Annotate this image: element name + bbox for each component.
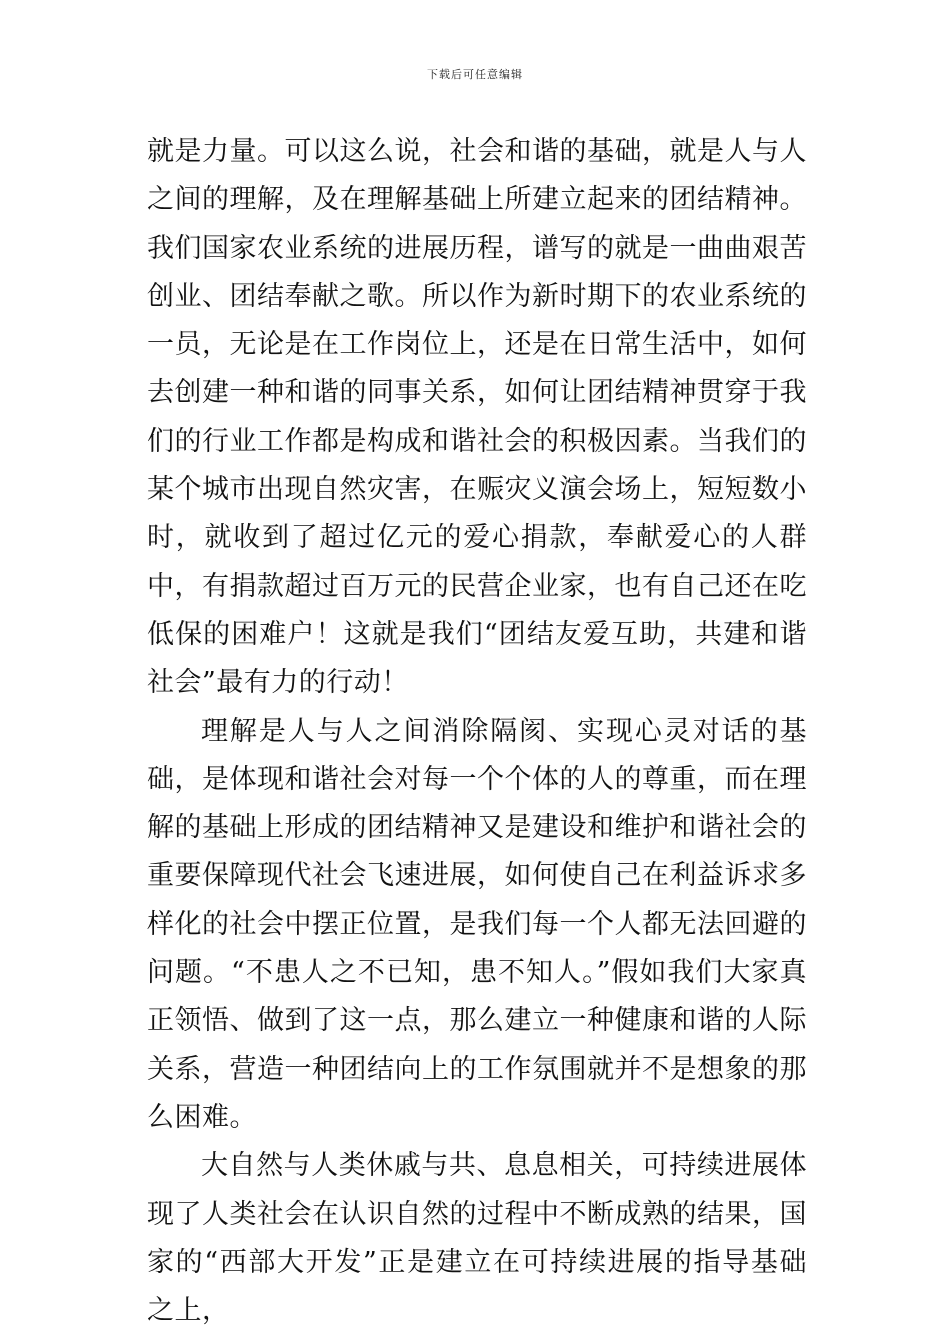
body-text	[147, 128, 807, 1335]
paragraph-1: 就是力量。可以这么说，社会和谐的基础，就是人与人之间的理解，及在理解基础上所建立起来的团结精神。我们国家农业系统的进展历程，谱写的就是一曲曲艰苦创业、团结奉献之歌。所以作为新时期下的农业系统的一员，无论是在工作岗位上，还是在日常生活中，如何去创建一种和谐的同事关系，如何让团结精神贯穿于我们的行业工作都是构成和谐社会的积极因素。当我们的某个城市出现自然灾害，在赈灾义演会场上，短短数小时，就收到了超过亿元的爱心捐款，奉献爱心的人群中，有捐款超过百万元的民营企业家，也有自己还在吃低保的困难户！这就是我们“团结友爱互助，共建和谐社会”最有力的行动！	[147, 136, 807, 699]
paragraph-2: 理解是人与人之间消除隔阂、实现心灵对话的基础，是体现和谐社会对每一个个体的人的尊重，而在理解的基础上形成的团结精神又是建设和维护和谐社会的重要保障现代社会飞速进展，如何使自己在利益诉求多样化的社会中摆正位置，是我们每一个人都无法回避的问题。“不患人之不已知，患不知人。”假如我们大家真正领悟、做到了这一点，那么建立一种健康和谐的人际关系，营造一种团结向上的工作氛围就并不是想象的那么困难。	[147, 715, 807, 1133]
header-note: 下载后可任意编辑	[427, 68, 523, 81]
paragraph-3: 大自然与人类休戚与共、息息相关，可持续进展体现了人类社会在认识自然的过程中不断成熟的结果，国家的“西部大开发”正是建立在可持续进展的指导基础之上，	[147, 1150, 807, 1327]
